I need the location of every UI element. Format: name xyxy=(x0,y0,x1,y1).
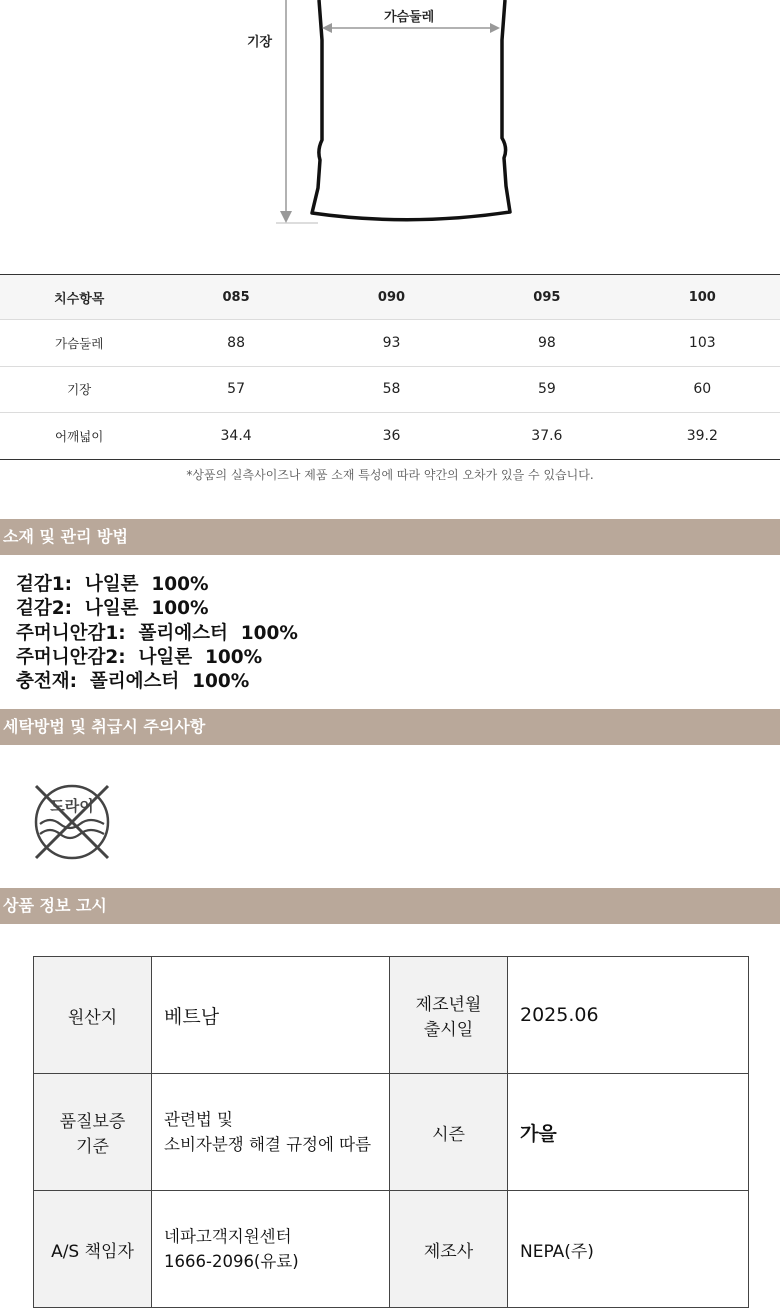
warranty-value: 관련법 및 소비자분쟁 해결 규정에 따름 xyxy=(152,1074,390,1191)
product-info-table xyxy=(33,956,749,1308)
table-cell: 60 xyxy=(625,366,780,413)
section-title-washing: 세탁방법 및 취급시 주의사항 xyxy=(0,709,780,745)
list-item: 충전재: 폴리에스터 100% xyxy=(16,671,250,693)
as-contact-value: 네파고객지원센터 1666-2096(유료) xyxy=(152,1191,390,1308)
table-row xyxy=(0,413,780,460)
manufacture-date-value: 2025.06 xyxy=(508,957,749,1074)
origin-label: 원산지 xyxy=(34,957,152,1074)
table-cell: 37.6 xyxy=(469,413,624,460)
warranty-label: 품질보증 기준 xyxy=(34,1074,152,1191)
table-cell: 93 xyxy=(314,320,469,367)
length-label: 기장 xyxy=(247,35,273,50)
size-table-header xyxy=(0,275,780,320)
table-cell: 34.4 xyxy=(158,413,313,460)
table-cell: 58 xyxy=(314,366,469,413)
table-row xyxy=(0,320,780,367)
origin-value: 베트남 xyxy=(152,957,390,1074)
season-label: 시즌 xyxy=(390,1074,508,1191)
dry-clean-prohibited-icon xyxy=(30,780,114,864)
size-diagram xyxy=(0,0,780,240)
material-list xyxy=(16,573,298,694)
row-label: 기장 xyxy=(0,366,158,413)
season-value: 가을 xyxy=(508,1074,749,1191)
list-item: 주머니안감2: 나일론 100% xyxy=(16,646,263,668)
row-label: 어깨넓이 xyxy=(0,413,158,460)
table-cell: 39.2 xyxy=(625,413,780,460)
table-cell: 88 xyxy=(158,320,313,367)
table-row xyxy=(34,1191,749,1308)
manufacturer-label: 제조사 xyxy=(390,1191,508,1308)
list-item: 겉감2: 나일론 100% xyxy=(16,598,209,620)
manufacturer-value: NEPA(주) xyxy=(508,1191,749,1308)
table-cell: 59 xyxy=(469,366,624,413)
table-row xyxy=(34,957,749,1074)
section-title-material: 소재 및 관리 방법 xyxy=(0,519,780,555)
section-title-product-info: 상품 정보 고시 xyxy=(0,888,780,924)
as-contact-label: A/S 책임자 xyxy=(34,1191,152,1308)
vest-outline xyxy=(0,0,780,240)
table-row xyxy=(0,366,780,413)
chest-label: 가슴둘레 xyxy=(384,10,435,25)
table-cell: 57 xyxy=(158,366,313,413)
table-cell: 103 xyxy=(625,320,780,367)
header-cell: 085 xyxy=(158,275,313,320)
size-disclaimer: *상품의 실측사이즈나 제품 소재 특성에 따라 약간의 오차가 있을 수 있습니다. xyxy=(186,468,594,482)
manufacture-date-label: 제조년월 출시일 xyxy=(390,957,508,1074)
table-cell: 98 xyxy=(469,320,624,367)
header-cell: 치수항목 xyxy=(0,275,158,320)
list-item: 주머니안감1: 폴리에스터 100% xyxy=(16,622,298,644)
header-cell: 100 xyxy=(625,275,780,320)
size-table xyxy=(0,274,780,460)
header-cell: 090 xyxy=(314,275,469,320)
table-row xyxy=(34,1074,749,1191)
header-cell: 095 xyxy=(469,275,624,320)
row-label: 가슴둘레 xyxy=(0,320,158,367)
list-item: 겉감1: 나일론 100% xyxy=(16,574,209,595)
length-measure-arrow xyxy=(276,0,318,223)
dry-clean-text: 드라이 xyxy=(50,797,94,815)
table-cell: 36 xyxy=(314,413,469,460)
